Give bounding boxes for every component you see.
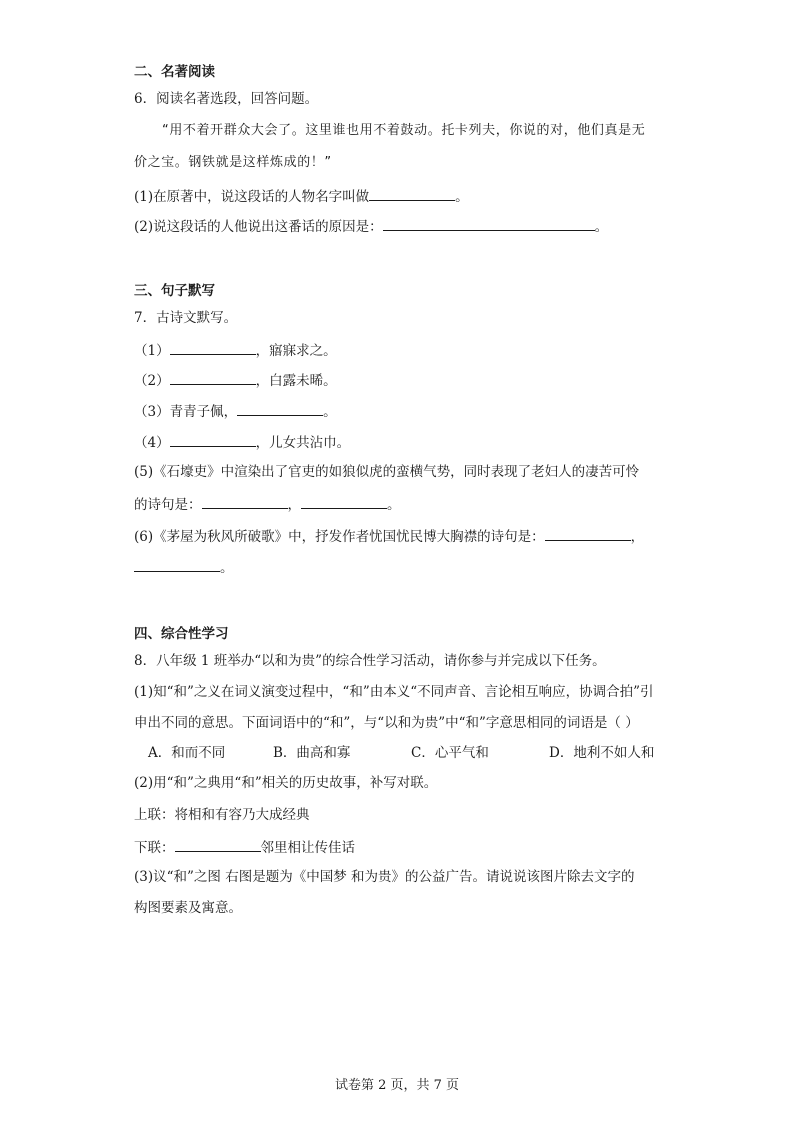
question-7-stem: 7．古诗文默写。 [134,310,238,326]
answer-blank[interactable] [383,216,595,231]
question-7-4 [134,432,350,452]
section-heading-recitation: 三、句子默写 [134,283,215,299]
lower-couplet [134,837,355,857]
answer-blank[interactable] [237,401,323,416]
item-number: （4） [134,435,170,451]
item-tail: 。 [323,404,337,420]
question-6-2 [134,216,608,236]
question-7-3 [134,401,337,421]
comma: ， [630,529,645,545]
option-c[interactable]: C．心平气和 [411,745,489,761]
question-7-6-line-2 [134,557,234,577]
answer-blank[interactable] [202,494,288,509]
question-6-2-end: 。 [594,219,609,235]
question-7-1 [134,340,337,360]
question-7-5-prefix: 的诗句是： [134,497,202,513]
answer-blank[interactable] [545,526,631,541]
comma: ， [287,497,301,513]
item-number: （3） [134,404,170,420]
question-7-6-line-1 [134,526,644,546]
lower-couplet-text: 邻里相让传佳话 [260,840,355,856]
option-b[interactable]: B．曲高和寡 [273,745,351,761]
question-6-1-text: (1)在原著中，说这段话的人物名字叫做 [134,189,370,205]
section-heading-reading: 二、名著阅读 [134,64,215,80]
answer-blank[interactable] [170,370,256,385]
quote-line-1: “用不着开群众大会了。这里谁也用不着鼓动。托卡列夫，你说的对，他们真是无 [162,123,646,138]
item-text: ，寤寐求之。 [255,343,337,359]
question-8-3-line-2: 构图要素及寓意。 [134,900,242,916]
question-8-2: (2)用“和”之典用“和”相关的历史故事，补写对联。 [134,775,438,791]
question-6-2-text: (2)说这段话的人他说出这番话的原因是： [134,219,383,235]
section-heading-comprehensive: 四、综合性学习 [134,626,229,642]
question-6-1 [134,186,469,206]
question-7-2 [134,370,337,390]
question-8-3-line-1: (3)议“和”之图 右图是题为《中国梦 和为贵》的公益广告。请说说该图片除去文字的 [134,869,635,885]
question-7-5-line-1: (5)《石壕吏》中渲染出了官吏的如狼似虎的蛮横气势，同时表现了老妇人的凄苦可怜 [134,464,640,480]
item-text: ，白露未晞。 [255,373,337,389]
question-8-stem: 8．八年级 1 班举办“以和为贵”的综合性学习活动，请你参与并完成以下任务。 [134,653,606,669]
question-6-1-end: 。 [455,189,469,205]
lower-couplet-label: 下联： [134,840,175,856]
answer-blank[interactable] [175,837,261,852]
answer-blank[interactable] [301,494,387,509]
upper-couplet: 上联：将相和有容乃大成经典 [134,807,310,823]
option-a[interactable]: A．和而不同 [148,745,226,761]
answer-blank[interactable] [369,186,455,201]
page-footer: 试卷第 2 页，共 7 页 [334,1078,460,1093]
question-7-5-line-2 [134,494,401,514]
answer-blank[interactable] [134,557,220,572]
period: 。 [387,497,401,513]
question-6-stem: 6．阅读名著选段，回答问题。 [134,91,319,107]
item-number: （2） [134,373,170,389]
answer-blank[interactable] [170,432,256,447]
question-8-1-line-2: 申出不同的意思。下面词语中的“和”，与“以和为贵”中“和”字意思相同的词语是（ ） [134,715,639,731]
period: 。 [220,560,234,576]
item-text: 青青子佩， [169,404,238,420]
question-7-6-text: (6)《茅屋为秋风所破歌》中，抒发作者忧国忧民博大胸襟的诗句是： [134,529,545,545]
question-8-1-line-1: (1)知“和”之义在词义演变过程中，“和”由本义“不同声音、言论相互响应，协调合拍”引 [134,684,654,700]
quote-line-2: 价之宝。钢铁就是这样炼成的！” [134,155,332,170]
answer-blank[interactable] [170,340,256,355]
option-d[interactable]: D．地利不如人和 [549,745,655,761]
item-number: （1） [134,343,170,359]
item-text: ，儿女共沾巾。 [255,435,351,451]
